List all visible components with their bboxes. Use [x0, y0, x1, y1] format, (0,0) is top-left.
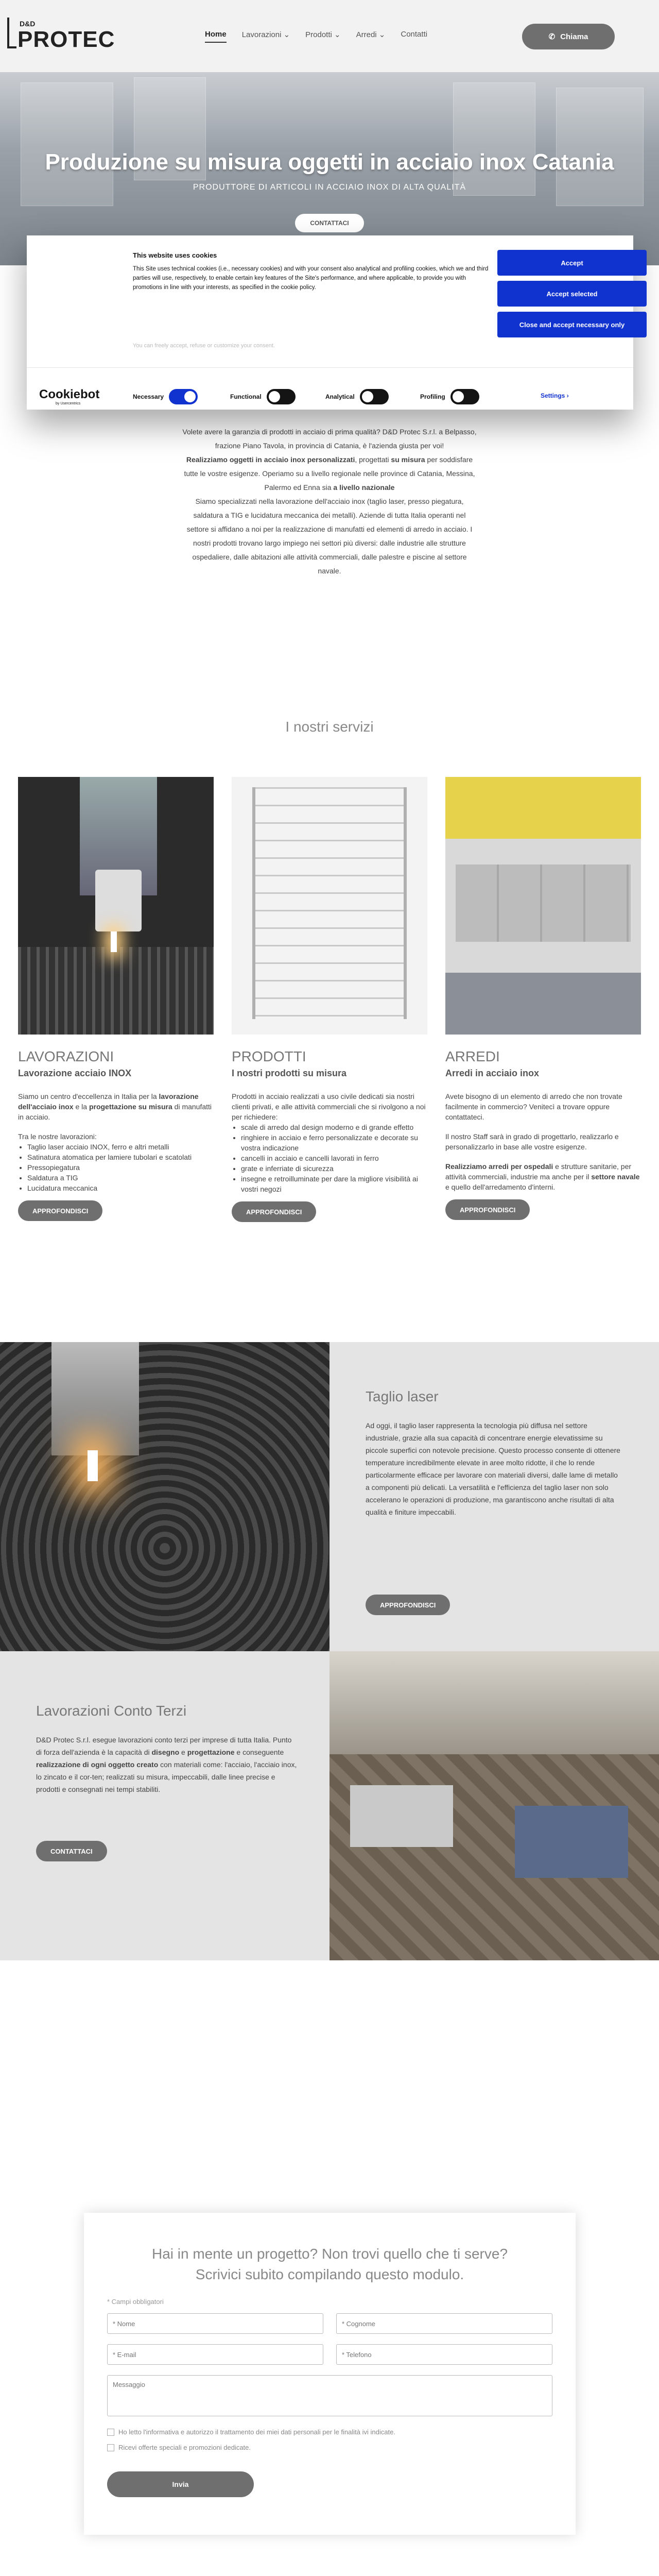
toggle-label: Profiling — [420, 393, 445, 400]
conto-terzi-contact-button[interactable]: CONTATTACI — [36, 1841, 107, 1861]
main-nav — [205, 30, 443, 43]
prodotti-more-button[interactable]: APPROFONDISCI — [232, 1201, 316, 1222]
intro-line: nostri prodotti trovano largo impiego nei settori più diversi: dalle industrie alle strutture — [193, 539, 466, 547]
phone-field[interactable] — [336, 2344, 552, 2365]
nav-prodotti-label: Prodotti — [305, 30, 332, 39]
cookiebot-byline: by Usercentrics — [56, 402, 81, 405]
nav-arredi[interactable] — [356, 30, 386, 43]
nav-prodotti[interactable] — [305, 30, 340, 43]
laser-cutting-image — [0, 1342, 330, 1651]
toggle-switch[interactable] — [169, 389, 198, 404]
toggle-switch[interactable] — [450, 389, 479, 404]
chevron-right-icon: › — [566, 392, 569, 399]
checkbox-box[interactable] — [107, 2444, 114, 2451]
cookie-necessary-only-button[interactable]: Close and accept necessary only — [497, 312, 647, 337]
cookiebot-logo: Cookiebot — [39, 387, 100, 401]
intro-text — [139, 425, 520, 578]
contact-form — [84, 2213, 576, 2535]
surname-field[interactable] — [336, 2313, 552, 2334]
intro-line: ospedaliere, dalle abitazioni alle attività commerciali, dalle palestre e piscine al settore — [192, 553, 467, 561]
intro-line: Volete avere la garanzia di prodotti in acciaio di prima qualità? D&D Protec S.r.l. a Belpasso, — [182, 428, 477, 436]
call-button[interactable] — [522, 24, 615, 49]
service-heading: LAVORAZIONI — [18, 1048, 114, 1064]
service-body: Prodotti in acciaio realizzati a uso civile dedicati sia nostri clienti privati, e alle attività commerciali che si rivolgono a noi per richiedere: • scale di arredo dal design moderno e di grande effetto • ringhiere in acciaio e ferro personalizzate e decorate su vostra indicazione • cancelli in acciaio e cancelli lavorati in ferro • grate e inferriate di sicurezza • insegne e retroilluminate per dare la migliore visibilità ai vostri negozi — [232, 1091, 427, 1194]
site-header — [0, 0, 659, 72]
service-arredi — [445, 1048, 641, 1220]
list-item: • Lucidatura meccanica — [27, 1183, 214, 1193]
chevron-down-icon: ⌄ — [378, 30, 386, 39]
list-item: • ringhiere in acciaio e ferro personalizzate e decorate su vostra indicazione — [241, 1132, 427, 1153]
form-title-line: Scrivici subito compilando questo modulo. — [195, 2266, 464, 2282]
conto-terzi-title: Lavorazioni Conto Terzi — [36, 1703, 187, 1719]
hero-title: Produzione su misura oggetti in acciaio inox Catania — [45, 149, 614, 175]
service-body: Siamo un centro d'eccellenza in Italia per la lavorazione dell'acciaio inox e la progettazione su misura di manufatti in acciaio. Tra le nostre lavorazioni: • Taglio laser acciaio INOX, ferro e altri metalli • Satinatura atomatica per lamiere tubolari e scatolati • Pressopiegatura • Saldatura a TIG • Lucidatura meccanica — [18, 1091, 214, 1193]
nav-lavorazioni[interactable] — [242, 30, 290, 43]
service-subheading: Lavorazione acciaio INOX — [18, 1068, 132, 1078]
list-item: • scale di arredo dal design moderno e di grande effetto — [241, 1122, 427, 1132]
message-field[interactable] — [107, 2375, 552, 2416]
toggle-label: Functional — [230, 393, 262, 400]
intro-line: Siamo specializzati nella lavorazione dell'acciaio inox (taglio laser, presso piegatura, — [195, 497, 464, 505]
chevron-down-icon: ⌄ — [334, 30, 341, 39]
intro-line: Palermo ed Enna sia a livello nazionale — [264, 483, 395, 492]
service-subheading: Arredi in acciaio inox — [445, 1068, 540, 1078]
logo-prefix: D&D — [20, 20, 36, 28]
checkbox-box[interactable] — [107, 2429, 114, 2436]
intro-line: tutte le vostre esigenze. Operiamo su a livello regionale nelle province di Catania, Messina, — [184, 469, 475, 478]
offers-checkbox[interactable] — [107, 2444, 251, 2451]
list-item: • Taglio laser acciaio INOX, ferro e altri metalli — [27, 1142, 214, 1152]
laser-more-button[interactable]: APPROFONDISCI — [366, 1595, 450, 1615]
logo-mark-icon — [7, 18, 16, 48]
intro-line: settore si affidano a noi per la realizzazione di manufatti ed elementi di arredo in acciaio. I — [186, 525, 473, 533]
list-item: • cancelli in acciaio e cancelli lavorati in ferro — [241, 1153, 427, 1163]
settings-label: Settings — [541, 392, 565, 399]
steel-rack-image — [232, 777, 427, 1035]
toggle-analytical[interactable] — [325, 389, 389, 404]
toggle-label: Necessary — [133, 393, 164, 400]
hero-bg-window — [453, 82, 535, 196]
toggle-profiling[interactable] — [420, 389, 479, 404]
steel-furniture-image — [445, 777, 641, 1035]
required-note: * Campi obbligatori — [107, 2298, 164, 2306]
intro-line: frazione Piano Tavola, in provincia di Catania, è l'azienda giusta per voi! — [215, 442, 444, 450]
logo-name: PROTEC — [18, 27, 115, 52]
privacy-checkbox[interactable] — [107, 2428, 395, 2436]
services-title: I nostri servizi — [285, 719, 374, 735]
intro-line: navale. — [318, 567, 341, 575]
chevron-down-icon: ⌄ — [283, 30, 290, 39]
laser-section — [330, 1342, 659, 1651]
laser-text: Ad oggi, il taglio laser rappresenta la tecnologia più diffusa nel settore industriale, grazie alla sua capacità di concentrare energie elevatissime su piccole superfici con notevole precisione. Questo processo consente di ottenere temperature incredibilmente elevate in aree molto ridotte, il che lo rende particolarmente efficace per lavorare con materiali diversi, dalle lame di metallo a componenti più delicati. La versatilità e l'efficienza del taglio laser non solo accelerano le operazioni di produzione, ma garantiscono anche risultati di alta qualità e finiture impeccabili. — [366, 1421, 620, 1516]
service-heading: PRODOTTI — [232, 1048, 306, 1064]
phone-icon: ✆ — [548, 32, 556, 41]
list-item: • grate e inferriate di sicurezza — [241, 1163, 427, 1174]
cookie-accept-button[interactable]: Accept — [497, 250, 647, 276]
service-lavorazioni — [18, 1048, 214, 1221]
checkbox-label: Ricevi offerte speciali e promozioni dedicate. — [118, 2444, 251, 2451]
form-title-line: Hai in mente un progetto? Non trovi quello che ti serve? — [151, 2246, 508, 2262]
toggle-switch[interactable] — [360, 389, 389, 404]
list-item: • Pressopiegatura — [27, 1162, 214, 1173]
hero-subtitle: PRODUTTORE DI ARTICOLI IN ACCIAIO INOX DI ALTA QUALITÀ — [193, 183, 466, 192]
service-body: Avete bisogno di un elemento di arredo che non trovate facilmente in commercio? Venitecì a trovare oppure contattateci. Il nostro Staff sarà in grado di progettarlo, realizzarlo e personalizzarlo in base alle vostre esigenze. Realizziamo arredi per ospedali e strutture sanitarie, per attività commerciali, industrie ma anche per il settore navale e quello dell'arredamento d'interni. — [445, 1092, 640, 1191]
send-button[interactable]: Invia — [107, 2471, 254, 2497]
logo[interactable] — [7, 11, 115, 61]
email-field[interactable] — [107, 2344, 323, 2365]
conto-terzi-text: D&D Protec S.r.l. esegue lavorazioni conto terzi per imprese di tutta Italia. Punto di forza dell'azienda è la capacità di disegno e progettazione e conseguente realizzazione di ogni oggetto creato con materiali come: l'acciaio, l'acciaio inox, lo zincato e il cor-ten; realizzati su misura, impeccabili, dalle linee precise e prodotti e consegnati nei tempi stabiliti. — [36, 1736, 297, 1793]
laser-title: Taglio laser — [366, 1388, 439, 1404]
hero-contact-button[interactable]: CONTATTACI — [295, 214, 364, 232]
service-subheading: I nostri prodotti su misura — [232, 1068, 347, 1078]
service-prodotti — [232, 1048, 427, 1222]
divider — [27, 367, 633, 368]
nav-lavorazioni-label: Lavorazioni — [241, 30, 282, 39]
cookie-banner — [27, 235, 633, 410]
cookie-text: This Site uses technical cookies (i.e., necessary cookies) and with your consent also analytical and profiling cookies, which we and third parties will use, respectively, to enable certain key features of the Site's performance, and where applicable, to provide you with promotions in line with your interests, as specified in the cookie policy. — [133, 266, 489, 291]
cookie-settings-link[interactable] — [541, 392, 569, 399]
checkbox-label: Ho letto l'informativa e autorizzo il trattamento dei miei dati personali per le finalità ivi indicate. — [118, 2428, 395, 2436]
lavorazioni-more-button[interactable]: APPROFONDISCI — [18, 1200, 102, 1221]
intro-line: Realizziamo oggetti in acciaio inox personalizzati, progettati su misura per soddisfare — [186, 455, 473, 464]
toggle-label: Analytical — [325, 393, 355, 400]
list-item: • Saldatura a TIG — [27, 1173, 214, 1183]
toggle-necessary[interactable] — [133, 389, 198, 404]
list-item: • insegne e retroilluminate per dare la migliore visibilità ai vostri negozi — [241, 1174, 427, 1194]
workshop-image — [330, 1651, 659, 1960]
conto-terzi-section — [0, 1651, 330, 1960]
name-field[interactable] — [107, 2313, 323, 2334]
nav-arredi-label: Arredi — [356, 30, 377, 39]
toggle-functional[interactable] — [230, 389, 296, 404]
intro-line: saldatura a TIG e lucidatura meccanica dei metalli). Aziende di tutta Italia operanti nel — [193, 511, 466, 519]
call-button-label: Chiama — [560, 32, 588, 41]
laser-machine-image — [18, 777, 214, 1035]
cookie-accept-selected-button[interactable]: Accept selected — [497, 281, 647, 307]
nav-contatti[interactable]: Contatti — [401, 30, 428, 39]
service-heading: ARREDI — [445, 1048, 500, 1064]
list-item: • Satinatura atomatica per lamiere tubolari e scatolati — [27, 1152, 214, 1162]
cookie-note: You can freely accept, refuse or customize your consent. — [133, 343, 275, 349]
cookie-title: This website uses cookies — [133, 251, 217, 259]
arredi-more-button[interactable]: APPROFONDISCI — [445, 1199, 530, 1220]
nav-home[interactable]: Home — [205, 30, 227, 43]
toggle-switch[interactable] — [267, 389, 296, 404]
form-title — [84, 2244, 576, 2285]
